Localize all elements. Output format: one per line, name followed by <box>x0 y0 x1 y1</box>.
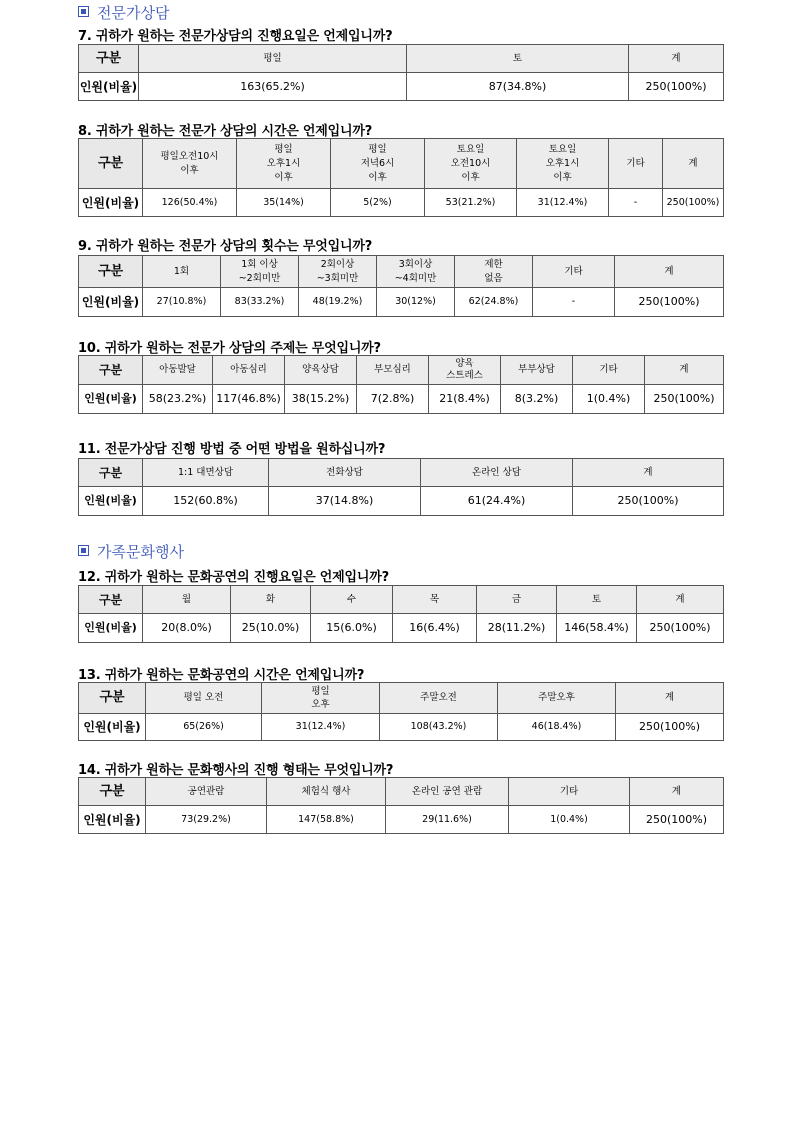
value-label: 인원(비율) <box>79 189 143 217</box>
value-label: 인원(비율) <box>79 714 146 741</box>
value-cell: 21(8.4%) <box>429 385 501 414</box>
header-cell: 온라인 공연 관람 <box>386 778 509 806</box>
question-10-table <box>78 355 724 414</box>
header-cell: 아동발달 <box>143 356 213 385</box>
square-bullet-icon <box>78 6 89 17</box>
header-label: 구분 <box>79 459 143 487</box>
header-cell: 기타 <box>533 256 615 288</box>
value-cell: 250(100%) <box>573 487 724 516</box>
value-cell: 1(0.4%) <box>573 385 645 414</box>
value-label: 인원(비율) <box>79 806 146 834</box>
header-cell: 계 <box>637 586 724 614</box>
value-cell: 53(21.2%) <box>425 189 517 217</box>
value-cell: 27(10.8%) <box>143 288 221 317</box>
header-cell: 계 <box>630 778 724 806</box>
value-cell: 87(34.8%) <box>407 73 629 101</box>
question-14-table <box>78 777 724 834</box>
value-cell: 62(24.8%) <box>455 288 533 317</box>
header-cell: 수 <box>311 586 393 614</box>
value-label: 인원(비율) <box>79 614 143 643</box>
header-cell: 부모심리 <box>357 356 429 385</box>
value-cell: 58(23.2%) <box>143 385 213 414</box>
value-label: 인원(비율) <box>79 487 143 516</box>
header-cell: 주말오전 <box>380 683 498 714</box>
question-14-title: 14. 귀하가 원하는 문화행사의 진행 형태는 무엇입니까? <box>78 763 394 778</box>
header-cell: 계 <box>616 683 724 714</box>
header-cell: 월 <box>143 586 231 614</box>
value-cell: 15(6.0%) <box>311 614 393 643</box>
header-label: 구분 <box>79 778 146 806</box>
value-cell: 8(3.2%) <box>501 385 573 414</box>
header-label: 구분 <box>79 45 139 73</box>
value-cell: 38(15.2%) <box>285 385 357 414</box>
value-cell: 108(43.2%) <box>380 714 498 741</box>
question-12-title: 12. 귀하가 원하는 문화공연의 진행요일은 언제입니까? <box>78 570 389 585</box>
header-cell: 평일 오후 <box>262 683 380 714</box>
header-label: 구분 <box>79 586 143 614</box>
value-cell: 31(12.4%) <box>517 189 609 217</box>
question-12-table <box>78 585 724 643</box>
question-10-title: 10. 귀하가 원하는 전문가 상담의 주제는 무엇입니까? <box>78 341 381 356</box>
value-cell: 117(46.8%) <box>213 385 285 414</box>
header-cell: 금 <box>477 586 557 614</box>
header-label: 구분 <box>79 683 146 714</box>
value-cell: 20(8.0%) <box>143 614 231 643</box>
header-cell: 기타 <box>573 356 645 385</box>
value-cell: 250(100%) <box>637 614 724 643</box>
value-cell: 37(14.8%) <box>269 487 421 516</box>
header-cell: 3회이상 ~4회미만 <box>377 256 455 288</box>
question-13-table <box>78 682 724 741</box>
value-cell: 48(19.2%) <box>299 288 377 317</box>
square-bullet-icon <box>78 545 89 556</box>
value-cell: 1(0.4%) <box>509 806 630 834</box>
question-13-title: 13. 귀하가 원하는 문화공연의 시간은 언제입니까? <box>78 668 365 683</box>
value-cell: 147(58.8%) <box>267 806 386 834</box>
header-label: 구분 <box>79 139 143 189</box>
header-cell: 1회 <box>143 256 221 288</box>
value-cell: 126(50.4%) <box>143 189 237 217</box>
value-cell: 250(100%) <box>630 806 724 834</box>
header-cell: 토 <box>557 586 637 614</box>
header-cell: 토 <box>407 45 629 73</box>
header-cell: 1회 이상 ~2회미만 <box>221 256 299 288</box>
value-cell: 250(100%) <box>645 385 724 414</box>
header-cell: 제한 없음 <box>455 256 533 288</box>
value-cell: - <box>533 288 615 317</box>
value-cell: 152(60.8%) <box>143 487 269 516</box>
header-cell: 평일 오후1시 이후 <box>237 139 331 189</box>
value-cell: 25(10.0%) <box>231 614 311 643</box>
question-9-table <box>78 255 724 317</box>
header-cell: 주말오후 <box>498 683 616 714</box>
value-label: 인원(비율) <box>79 288 143 317</box>
value-label: 인원(비율) <box>79 73 139 101</box>
value-cell: 65(26%) <box>146 714 262 741</box>
header-cell: 양육 스트레스 <box>429 356 501 385</box>
header-cell: 양육상담 <box>285 356 357 385</box>
value-cell: - <box>609 189 663 217</box>
value-cell: 29(11.6%) <box>386 806 509 834</box>
header-cell: 체험식 행사 <box>267 778 386 806</box>
header-cell: 평일 <box>139 45 407 73</box>
question-11-title: 11. 전문가상담 진행 방법 중 어떤 방법을 원하십니까? <box>78 442 386 457</box>
value-cell: 46(18.4%) <box>498 714 616 741</box>
question-11-table <box>78 458 724 516</box>
header-cell: 평일 오전 <box>146 683 262 714</box>
section-heading-text: 가족문화행사 <box>97 543 184 561</box>
section-heading-counseling <box>78 2 169 23</box>
header-cell: 공연관람 <box>146 778 267 806</box>
question-7-table <box>78 44 724 101</box>
header-cell: 토요일 오후1시 이후 <box>517 139 609 189</box>
value-cell: 30(12%) <box>377 288 455 317</box>
question-8-title: 8. 귀하가 원하는 전문가 상담의 시간은 언제입니까? <box>78 124 373 139</box>
header-cell: 아동심리 <box>213 356 285 385</box>
value-cell: 5(2%) <box>331 189 425 217</box>
section-heading-family-culture <box>78 541 184 562</box>
header-cell: 기타 <box>609 139 663 189</box>
value-cell: 16(6.4%) <box>393 614 477 643</box>
value-cell: 28(11.2%) <box>477 614 557 643</box>
header-cell: 기타 <box>509 778 630 806</box>
value-cell: 250(100%) <box>616 714 724 741</box>
header-cell: 1:1 대면상담 <box>143 459 269 487</box>
header-cell: 계 <box>663 139 724 189</box>
value-cell: 61(24.4%) <box>421 487 573 516</box>
value-cell: 146(58.4%) <box>557 614 637 643</box>
header-label: 구분 <box>79 356 143 385</box>
value-cell: 83(33.2%) <box>221 288 299 317</box>
header-cell: 전화상담 <box>269 459 421 487</box>
header-cell: 계 <box>573 459 724 487</box>
header-cell: 평일오전10시 이후 <box>143 139 237 189</box>
header-cell: 토요일 오전10시 이후 <box>425 139 517 189</box>
section-heading-text: 전문가상담 <box>97 4 170 22</box>
header-cell: 온라인 상담 <box>421 459 573 487</box>
header-cell: 계 <box>645 356 724 385</box>
value-cell: 250(100%) <box>629 73 724 101</box>
value-label: 인원(비율) <box>79 385 143 414</box>
question-7-title: 7. 귀하가 원하는 전문가상담의 진행요일은 언제입니까? <box>78 29 393 44</box>
header-label: 구분 <box>79 256 143 288</box>
header-cell: 부부상담 <box>501 356 573 385</box>
value-cell: 35(14%) <box>237 189 331 217</box>
question-9-title: 9. 귀하가 원하는 전문가 상담의 횟수는 무엇입니까? <box>78 239 373 254</box>
value-cell: 250(100%) <box>615 288 724 317</box>
header-cell: 계 <box>629 45 724 73</box>
header-cell: 2회이상 ~3회미만 <box>299 256 377 288</box>
header-cell: 화 <box>231 586 311 614</box>
value-cell: 250(100%) <box>663 189 724 217</box>
value-cell: 7(2.8%) <box>357 385 429 414</box>
header-cell: 평일 저녁6시 이후 <box>331 139 425 189</box>
value-cell: 73(29.2%) <box>146 806 267 834</box>
header-cell: 계 <box>615 256 724 288</box>
question-8-table <box>78 138 724 217</box>
header-cell: 목 <box>393 586 477 614</box>
value-cell: 31(12.4%) <box>262 714 380 741</box>
value-cell: 163(65.2%) <box>139 73 407 101</box>
